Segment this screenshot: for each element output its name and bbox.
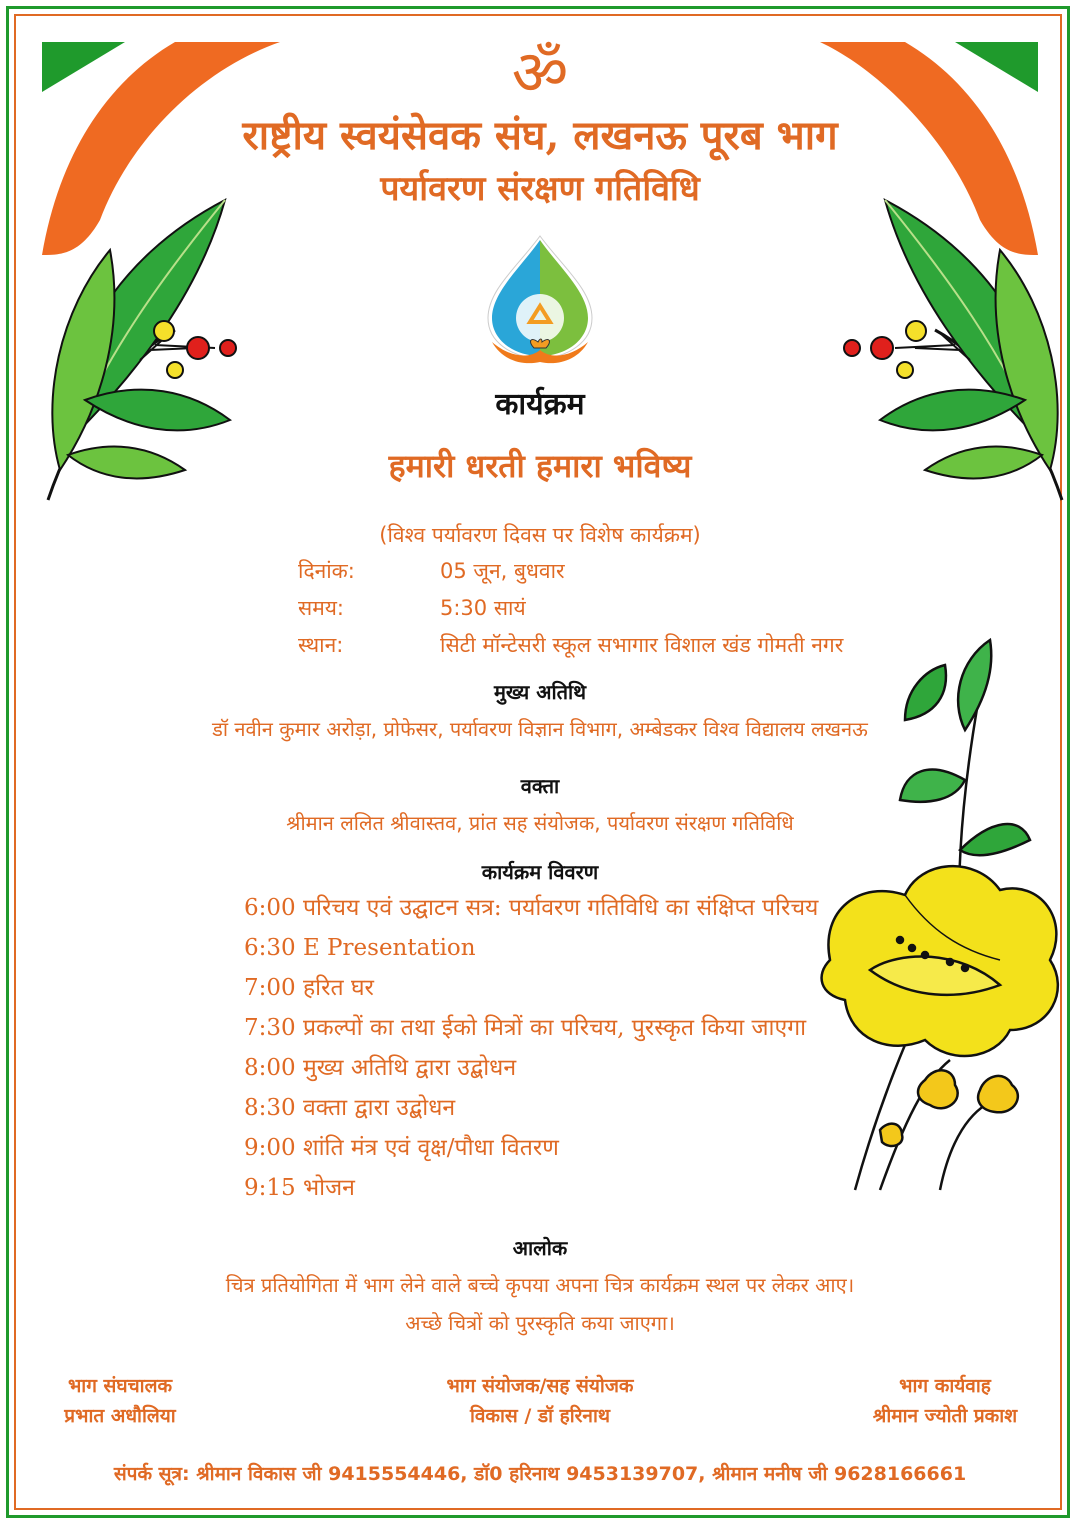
venue-label: स्थान: <box>298 633 344 657</box>
note-line-2: अच्छे चित्रों को पुरस्कृति कया जाएगा। <box>405 1311 675 1335</box>
schedule-item: 8:30 वक्ता द्वारा उद्बोधन <box>244 1095 456 1121</box>
speaker-text: श्रीमान ललित श्रीवास्तव, प्रांत सह संयोजक, पर्यावरण संरक्षण गतिविधि <box>286 811 794 835</box>
date-value: 05 जून, बुधवार <box>440 559 565 583</box>
department-title: पर्यावरण संरक्षण गतिविधि <box>380 169 700 209</box>
date-label: दिनांक: <box>298 559 355 583</box>
note-heading: आलोक <box>512 1236 568 1260</box>
signatory-role-right: भाग कार्यवाह <box>899 1375 991 1397</box>
schedule-item: 8:00 मुख्य अतिथि द्वारा उद्बोधन <box>244 1055 517 1081</box>
organization-title: राष्ट्रीय स्वयंसेवक संघ, लखनऊ पूरब भाग <box>242 112 838 159</box>
schedule-item: 9:00 शांति मंत्र एवं वृक्ष/पौधा वितरण <box>244 1135 559 1161</box>
time-value: 5:30 सायं <box>440 596 526 620</box>
signatory-name-left: प्रभात अधौलिया <box>64 1405 176 1427</box>
event-title: हमारी धरती हमारा भविष्य <box>388 447 692 485</box>
signatory-role-left: भाग संघचालक <box>67 1375 173 1397</box>
note-line-1: चित्र प्रतियोगिता में भाग लेने वाले बच्चे कृपया अपना चित्र कार्यक्रम स्थल पर लेकर आए। <box>225 1273 855 1297</box>
signatory-role-center: भाग संयोजक/सह संयोजक <box>446 1375 634 1397</box>
chief-guest-text: डॉ नवीन कुमार अरोड़ा, प्रोफेसर, पर्यावरण विज्ञान विभाग, अम्बेडकर विश्व विद्यालय लखनऊ <box>212 717 868 741</box>
signatory-name-right: श्रीमान ज्योती प्रकाश <box>872 1405 1018 1427</box>
om-symbol: ॐ <box>511 36 569 109</box>
schedule-item: 7:00 हरित घर <box>244 975 374 1001</box>
event-subtitle: (विश्व पर्यावरण दिवस पर विशेष कार्यक्रम) <box>379 523 701 547</box>
program-heading: कार्यक्रम <box>495 387 585 422</box>
schedule-item: 7:30 प्रकल्पों का तथा ईको मित्रों का परिचय, पुरस्कृत किया जाएगा <box>244 1015 807 1041</box>
time-label: समय: <box>298 596 345 620</box>
chief-guest-heading: मुख्य अतिथि <box>493 680 587 704</box>
schedule-item: 9:15 भोजन <box>244 1175 355 1201</box>
schedule-item: 6:30 E Presentation <box>244 935 476 961</box>
venue-value: सिटी मॉन्टेसरी स्कूल सभागार विशाल खंड गोमती नगर <box>440 633 844 657</box>
schedule-item: 6:00 परिचय एवं उद्घाटन सत्र: पर्यावरण गतिविधि का संक्षिप्त परिचय <box>244 895 819 921</box>
speaker-heading: वक्ता <box>520 774 560 798</box>
schedule-heading: कार्यक्रम विवरण <box>481 860 599 884</box>
signatory-name-center: विकास / डॉ हरिनाथ <box>469 1405 611 1427</box>
environment-logo <box>478 230 602 366</box>
contact-line: संपर्क सूत्र: श्रीमान विकास जी 9415554446, डॉ0 हरिनाथ 9453139707, श्रीमान मनीष जी 9628166661 <box>113 1463 967 1485</box>
